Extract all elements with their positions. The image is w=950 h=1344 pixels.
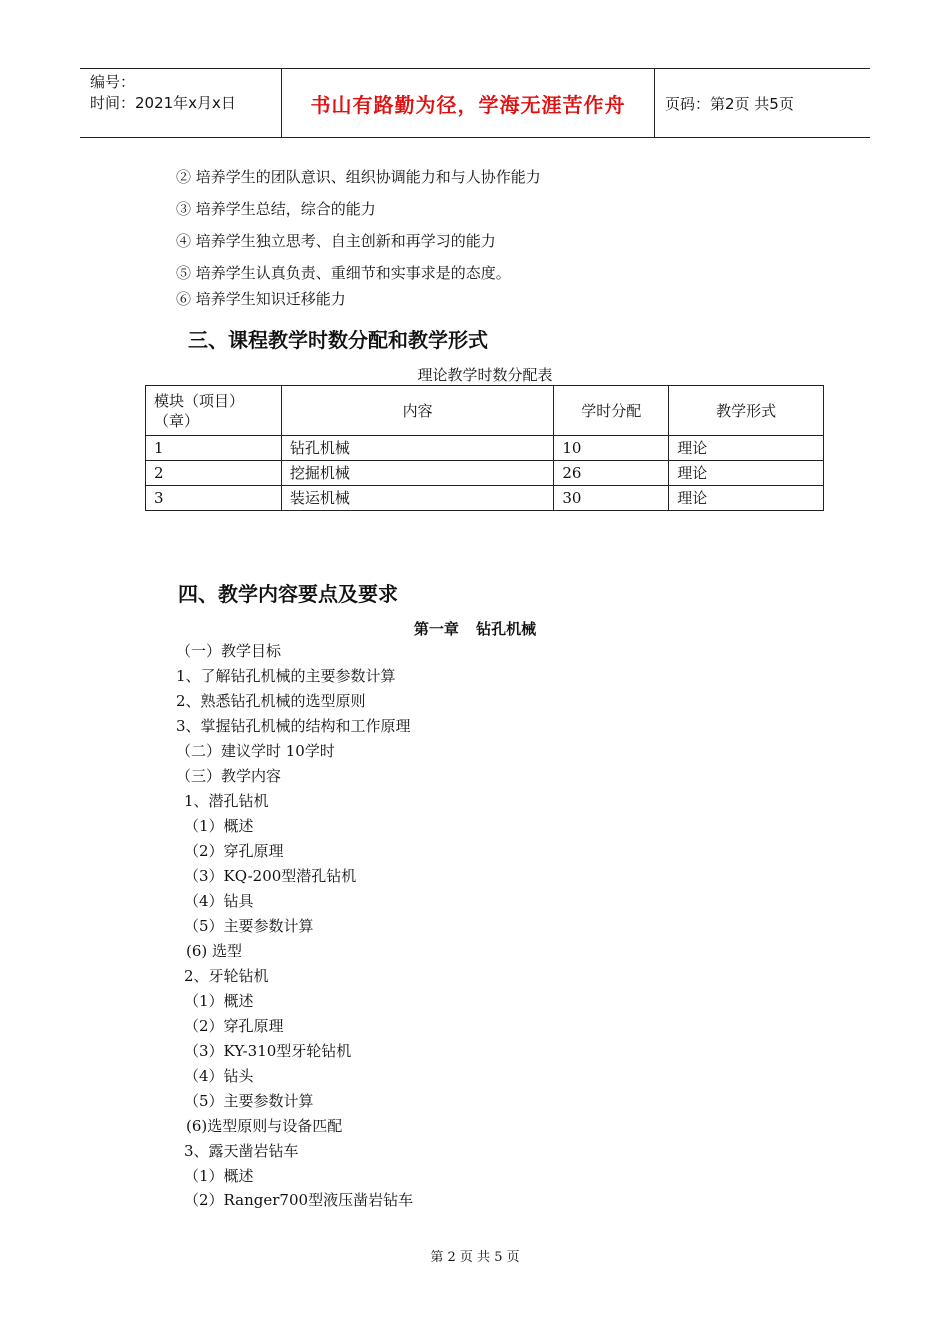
- content-line: （3）KQ-200型潜孔钻机: [184, 867, 357, 885]
- header-meta: [80, 69, 282, 137]
- content-line: 1、了解钻孔机械的主要参数计算: [176, 667, 396, 685]
- table-cell: 理论: [669, 436, 824, 461]
- content-line: （1）概述: [184, 1167, 254, 1185]
- content-line: （一）教学目标: [176, 642, 282, 660]
- content-line: （1）概述: [184, 817, 254, 835]
- content-line: （5）主要参数计算: [184, 917, 314, 935]
- table-row: [146, 486, 824, 511]
- content-line: （4）钻头: [184, 1067, 254, 1085]
- content-line: （2）Ranger700型液压凿岩钻车: [184, 1191, 414, 1209]
- page-header: [80, 68, 870, 138]
- content-line: （2）穿孔原理: [184, 842, 284, 860]
- page-footer: 第 2 页 共 5 页: [430, 1250, 520, 1265]
- chapter-heading: [0, 618, 950, 639]
- content-line: （1）概述: [184, 992, 254, 1010]
- table-row: [146, 436, 824, 461]
- table-cell: 3: [146, 486, 282, 511]
- table-header-cell: 模块（项目）（章）: [146, 386, 282, 436]
- content-line: （三）教学内容: [176, 767, 282, 785]
- header-motto: 书山有路勤为径，学海无涯苦作舟: [282, 69, 655, 137]
- chapter-name: 钻孔机械: [476, 620, 537, 638]
- table-header-cell: 学时分配: [554, 386, 669, 436]
- table-cell: 1: [146, 436, 282, 461]
- content-line: 3、掌握钻孔机械的结构和工作原理: [176, 717, 411, 735]
- content-line: 1、潜孔钻机: [184, 792, 269, 810]
- table-cell: 钻孔机械: [281, 436, 554, 461]
- chapter-number: 第一章: [413, 620, 459, 638]
- section-3-title: 三、课程教学时数分配和教学形式: [188, 328, 488, 352]
- content-line: (6)选型原则与设备匹配: [186, 1117, 343, 1135]
- content-line: （二）建议学时 10学时: [176, 742, 335, 760]
- table-cell: 理论: [669, 461, 824, 486]
- content-line: （5）主要参数计算: [184, 1092, 314, 1110]
- table-cell: 理论: [669, 486, 824, 511]
- table-cell: 26: [554, 461, 669, 486]
- ability-item: ④ 培养学生独立思考、自主创新和再学习的能力: [176, 232, 496, 250]
- content-line: （3）KY-310型牙轮钻机: [184, 1042, 352, 1060]
- hours-table: [145, 385, 824, 511]
- section-4-title: 四、教学内容要点及要求: [178, 582, 398, 606]
- content-line: 2、牙轮钻机: [184, 967, 269, 985]
- ability-item: ⑥ 培养学生知识迁移能力: [176, 290, 346, 308]
- table-header-cell: 内容: [281, 386, 554, 436]
- table-cell: 装运机械: [281, 486, 554, 511]
- content-line: 2、熟悉钻孔机械的选型原则: [176, 692, 366, 710]
- content-line: （2）穿孔原理: [184, 1017, 284, 1035]
- header-page-label: 页码：第2页 共5页: [665, 94, 794, 113]
- ability-item: ⑤ 培养学生认真负责、重细节和实事求是的态度。: [176, 264, 511, 282]
- document-time-label: 时间：2021年x月x日: [90, 94, 236, 112]
- table-cell: 2: [146, 461, 282, 486]
- table-cell: 挖掘机械: [281, 461, 554, 486]
- ability-item: ② 培养学生的团队意识、组织协调能力和与人协作能力: [176, 168, 541, 186]
- document-number-label: 编号：: [90, 73, 136, 91]
- content-line: (6) 选型: [186, 942, 243, 960]
- table-cell: 10: [554, 436, 669, 461]
- content-line: 3、露天凿岩钻车: [184, 1142, 299, 1160]
- table-caption: 理论教学时数分配表: [417, 366, 553, 384]
- ability-item: ③ 培养学生总结，综合的能力: [176, 200, 376, 218]
- table-header-row: [146, 386, 824, 436]
- table-header-cell: 教学形式: [669, 386, 824, 436]
- content-line: （4）钻具: [184, 892, 254, 910]
- table-cell: 30: [554, 486, 669, 511]
- table-row: [146, 461, 824, 486]
